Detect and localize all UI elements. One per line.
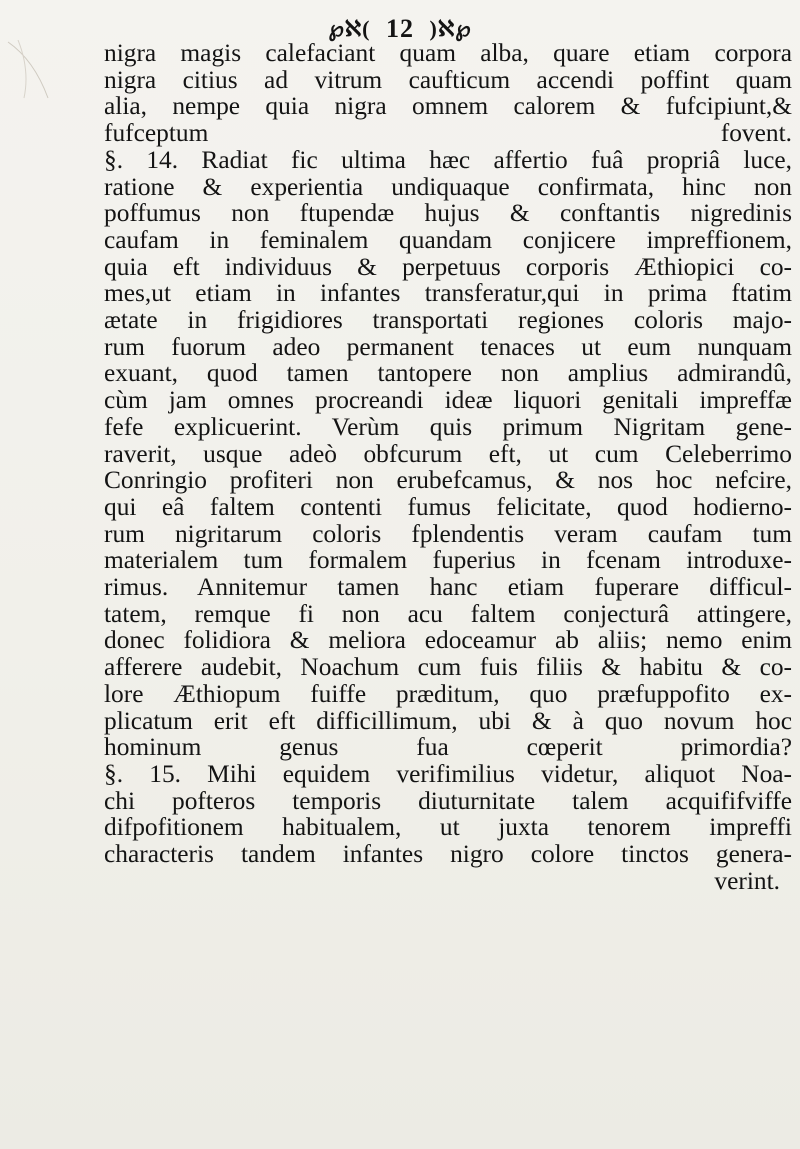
text-line: tatem, remque fi non acu faltem conjecturâ attingere, — [104, 599, 792, 628]
text-line: cùm jam omnes procreandi ideæ liquori genitali impreffæ — [104, 386, 792, 415]
header-ornament-left: ℘ℵ( — [328, 16, 371, 42]
text-line: poffumus non ftupendæ hujus & conftantis nigredinis — [104, 199, 792, 228]
text-line: nigra magis calefaciant quam alba, quare etiam corpora — [104, 39, 792, 67]
text-line: rum nigritarum coloris fplendentis veram caufam tum — [104, 519, 792, 548]
text-line: materialem tum formalem fuperius in fcenam introduxe- — [104, 546, 792, 575]
text-line: rum fuorum adeo permanent tenaces ut eum nunquam — [104, 332, 792, 361]
text-line: chi pofteros temporis diuturnitate talem acquififviffe — [104, 786, 792, 815]
text-line: rimus. Annitemur tamen hanc etiam fuperare difficul- — [104, 573, 792, 602]
page-number: 12 — [386, 14, 414, 44]
page-edge-mark — [4, 40, 74, 100]
text-line: donec folidiora & meliora edoceamur ab aliis; nemo enim — [104, 626, 792, 655]
text-line: §. 14. Radiat fic ultima hæc affertio fuâ propriâ luce, — [104, 145, 792, 174]
text-line: Conringio profiteri non erubefcamus, & nos hoc nefcire, — [104, 466, 792, 495]
text-line: fufceptum fovent. — [104, 119, 792, 148]
text-line: exuant, quod tamen tantopere non amplius admirandû, — [104, 359, 792, 388]
text-line: fefe explicuerint. Verùm quis primum Nigritam gene- — [104, 412, 792, 441]
text-line: difpofitionem habitualem, ut juxta tenorem impreffi — [104, 813, 792, 842]
text-line: plicatum erit eft difficillimum, ubi & à quo novum hoc — [104, 706, 792, 735]
text-line: caufam in feminalem quandam conjicere impreffionem, — [104, 225, 792, 254]
text-line: characteris tandem infantes nigro colore tinctos genera- — [104, 840, 792, 869]
text-line: §. 15. Mihi equidem verifimilius videtur, aliquot Noa- — [104, 759, 792, 788]
text-line: ætate in frigidiores transportati regiones coloris majo- — [104, 306, 792, 335]
text-line: qui eâ faltem contenti fumus felicitate, quod hodierno- — [104, 492, 792, 521]
text-line: hominum genus fua cœperit primordia? — [104, 733, 792, 762]
text-line: verint. — [714, 866, 780, 895]
text-line: alia, nempe quia nigra omnem calorem & fufcipiunt,& — [104, 92, 792, 121]
text-line: quia eft individuus & perpetuus corporis Æthiopici co- — [104, 252, 792, 281]
text-line: lore Æthiopum fuiffe præditum, quo præfuppofito ex- — [104, 679, 792, 708]
text-line: raverit, usque adeò obfcurum eft, ut cum Celeberrimo — [104, 439, 792, 468]
text-line: mes,ut etiam in infantes transferatur,qui in prima ftatim — [104, 279, 792, 308]
text-line: ratione & experientia undiquaque confirmata, hinc non — [104, 172, 792, 201]
text-line: nigra citius ad vitrum caufticum accendi poffint quam — [104, 65, 792, 94]
header-ornament-right: )ℵ℘ — [429, 16, 472, 42]
text-line: afferere audebit, Noachum cum fuis filiis & habitu & co- — [104, 653, 792, 682]
body-text — [104, 40, 792, 895]
